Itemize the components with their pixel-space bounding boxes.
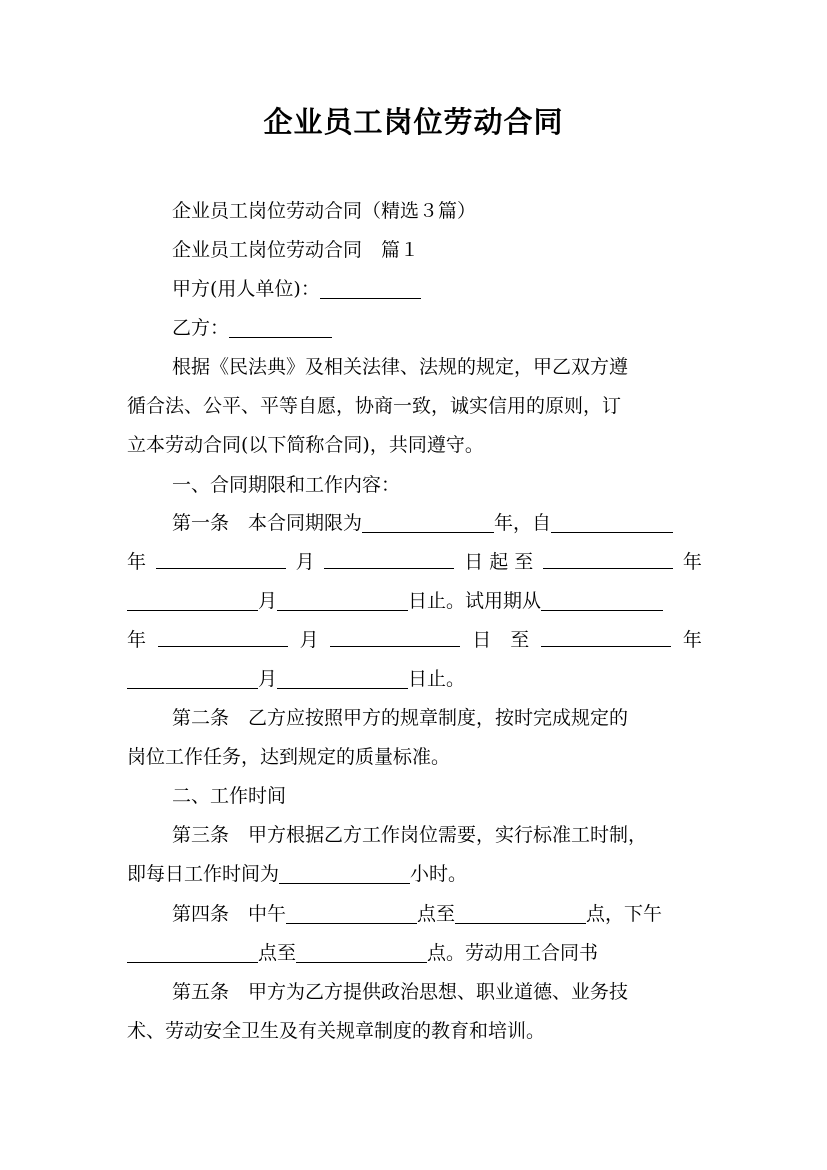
month-label: 月 (295, 551, 315, 573)
from-label: ，自 (513, 512, 552, 534)
article-4-lead: 第四条 中午 (172, 903, 287, 925)
probation-label: 日止。试用期从 (408, 590, 542, 612)
blank-field (229, 319, 332, 338)
month-label: 月 (299, 629, 319, 651)
article-1-line-4 (127, 628, 702, 652)
article-2-line-2: 岗位工作任务，达到规定的质量标准。 (127, 746, 451, 768)
article-1-line-2 (127, 550, 702, 574)
month-label: 月 (258, 590, 278, 612)
blank-field (362, 514, 494, 533)
year-label: 年 (494, 512, 514, 534)
party-b-label: 乙方： (172, 317, 230, 339)
party-a-line (172, 277, 421, 301)
hours-label: 小时。 (410, 863, 468, 885)
blank-field (156, 550, 286, 569)
blank-field (324, 550, 454, 569)
article-2-line-1: 第二条 乙方应按照甲方的规章制度，按时完成规定的 (172, 707, 629, 729)
year-label: 年 (127, 551, 147, 573)
blank-field (286, 905, 417, 924)
blank-field (541, 592, 663, 611)
blank-field (277, 670, 408, 689)
point-end-label: 点。劳动用工合同书 (427, 942, 599, 964)
blank-field (551, 514, 673, 533)
party-a-label: 甲方(用人单位)： (172, 278, 320, 300)
intro-line-2: 循合法、公平、平等自愿，协商一致，诚实信用的原则，订 (127, 395, 622, 417)
year-label: 年 (682, 551, 702, 573)
article-4-line-1 (172, 902, 662, 926)
intro-line-3: 立本劳动合同(以下简称合同)，共同遵守。 (127, 434, 484, 456)
blank-field (320, 280, 421, 299)
blank-field (127, 592, 258, 611)
article-3-line-2 (127, 862, 467, 886)
article-1-line-3 (127, 589, 663, 613)
blank-field (455, 905, 586, 924)
blank-field (543, 550, 673, 569)
day-to-label: 日 至 (472, 629, 530, 651)
section-heading: 企业员工岗位劳动合同 篇１ (172, 239, 420, 261)
chapter-1-heading: 一、合同期限和工作内容： (172, 474, 401, 496)
article-5-line-1: 第五条 甲方为乙方提供政治思想、职业道德、业务技 (172, 981, 629, 1003)
party-b-line (172, 316, 332, 340)
article-1-lead: 第一条 本合同期限为 (172, 512, 363, 534)
day-end-label: 日止。 (408, 668, 466, 690)
blank-field (127, 670, 258, 689)
blank-field (296, 944, 427, 963)
chapter-2-heading: 二、工作时间 (172, 785, 287, 807)
blank-field (277, 592, 408, 611)
point-pm-label: 点，下午 (586, 903, 663, 925)
blank-field (158, 628, 288, 647)
article-3-line-1: 第三条 甲方根据乙方工作岗位需要，实行标准工时制， (172, 824, 648, 846)
year-label: 年 (682, 629, 702, 651)
blank-field (541, 628, 671, 647)
year-label: 年 (127, 629, 147, 651)
blank-field (127, 944, 258, 963)
blank-field (279, 865, 410, 884)
point-to-label: 点至 (258, 942, 297, 964)
article-3-lead: 即每日工作时间为 (127, 863, 280, 885)
intro-line-1: 根据《民法典》及相关法律、法规的规定，甲乙双方遵 (172, 356, 629, 378)
article-1-line-5 (127, 667, 465, 691)
document-subtitle: 企业员工岗位劳动合同（精选３篇） (172, 200, 477, 222)
article-1-line-1 (172, 511, 673, 535)
month-label: 月 (258, 668, 278, 690)
point-to-label: 点至 (417, 903, 456, 925)
day-from-to-label: 日 起 至 (464, 551, 534, 573)
blank-field (330, 628, 460, 647)
article-5-line-2: 术、劳动安全卫生及有关规章制度的教育和培训。 (127, 1020, 546, 1042)
document-title: 企业员工岗位劳动合同 (263, 105, 564, 139)
article-4-line-2 (127, 941, 598, 965)
